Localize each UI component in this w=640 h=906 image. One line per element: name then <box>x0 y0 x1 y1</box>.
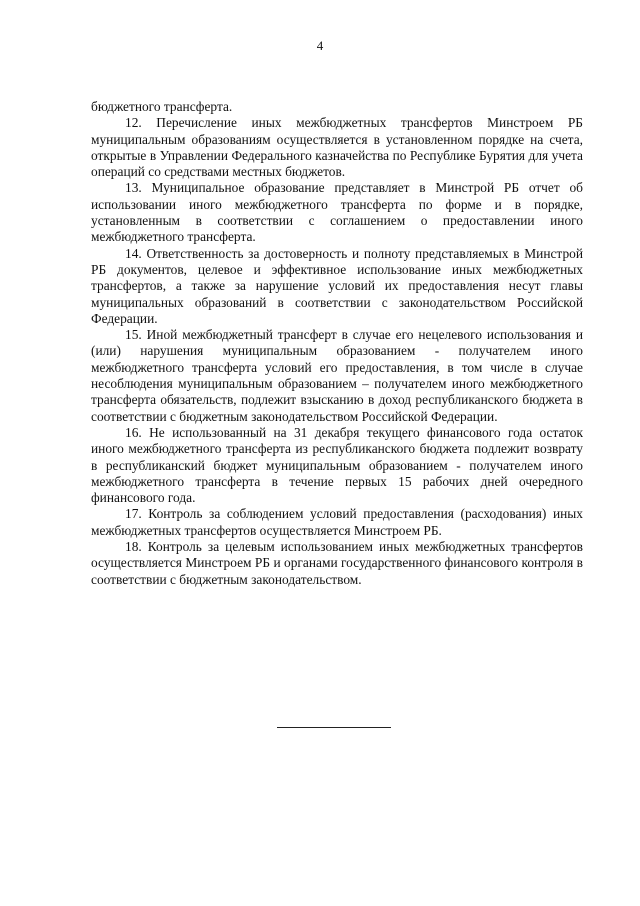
paragraph-item-12: 12. Перечисление иных межбюджетных трансфертов Минстроем РБ муниципальным образованиям осуществляется в установленном порядке на счета, открытые в Управлении Федерального казначейства по Республике Бурятия для учета операций со средствами местных бюджетов. <box>91 115 583 180</box>
paragraph-item-13: 13. Муниципальное образование представляет в Минстрой РБ отчет об использовании иного межбюджетного трансферта по форме и в порядке, установленным в соответствии с соглашением о предоставлении иного межбюджетного трансферта. <box>91 180 583 245</box>
paragraph-item-17: 17. Контроль за соблюдением условий предоставления (расходования) иных межбюджетных трансфертов осуществляется Минстроем РБ. <box>91 506 583 538</box>
paragraph-continuation: бюджетного трансферта. <box>91 99 233 114</box>
document-body <box>91 99 583 588</box>
paragraph-item-15: 15. Иной межбюджетный трансферт в случае его нецелевого использования и (или) нарушения муниципальным образованием - получателем иного межбюджетного трансферта условий его предоставления, в том числе в случае несоблюдения муниципальным образованием – получателем иного межбюджетного трансферта обязательств, подлежит взысканию в доход республиканского бюджета в соответствии с бюджетным законодательством Российской Федерации. <box>91 327 583 424</box>
page-number: 4 <box>316 38 324 53</box>
paragraph-item-14: 14. Ответственность за достоверность и полноту представляемых в Минстрой РБ документов, целевое и эффективное использование иных межбюджетных трансфертов, а также за нарушение условий их предоставления несут главы муниципальных образований в соответствии с законодательством Российской Федерации. <box>91 245 583 326</box>
paragraph-item-16: 16. Не использованный на 31 декабря текущего финансового года остаток иного межбюджетного трансферта из республиканского бюджета подлежит возврату в республиканский бюджет муниципальным образованием - получателем иного межбюджетного трансферта в течение первых 15 рабочих дней очередного финансового года. <box>91 424 583 506</box>
paragraph-item-18: 18. Контроль за целевым использованием иных межбюджетных трансфертов осуществляется Минстроем РБ и органами государственного финансового контроля в соответствии с бюджетным законодательством. <box>91 539 583 587</box>
end-of-text-rule <box>277 727 391 728</box>
